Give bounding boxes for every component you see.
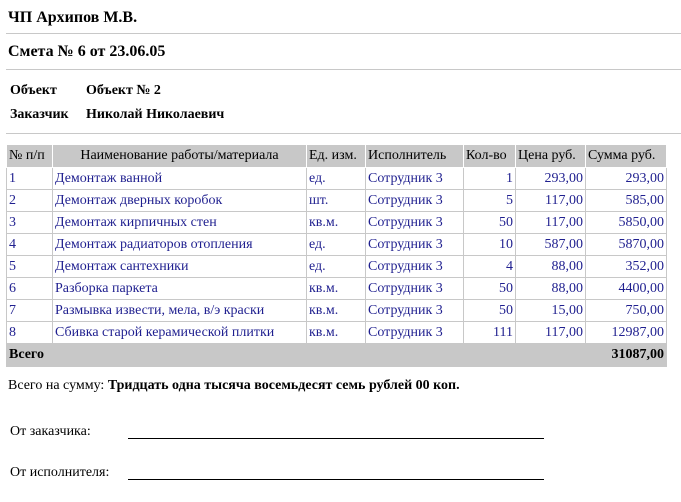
row-sum: 5850,00	[586, 212, 667, 234]
table-row	[7, 278, 667, 300]
row-sum: 293,00	[586, 168, 667, 190]
row-price: 117,00	[516, 322, 586, 344]
sum-in-words	[8, 378, 460, 394]
row-executor: Сотрудник 3	[366, 256, 464, 278]
col-header-quantity: Кол-во	[464, 145, 516, 168]
row-name: Демонтаж кирпичных стен	[53, 212, 307, 234]
divider	[6, 33, 681, 34]
contractor-signature-line	[128, 479, 544, 480]
row-executor: Сотрудник 3	[366, 212, 464, 234]
row-quantity: 10	[464, 234, 516, 256]
table-row	[7, 212, 667, 234]
total-value: 31087,00	[586, 344, 667, 367]
customer-value: Николай Николаевич	[86, 107, 225, 122]
row-executor: Сотрудник 3	[366, 234, 464, 256]
document-title: Смета № 6 от 23.06.05	[8, 43, 166, 60]
col-header-number: № п/п	[7, 145, 53, 168]
row-sum: 352,00	[586, 256, 667, 278]
row-sum: 4400,00	[586, 278, 667, 300]
row-name: Демонтаж сантехники	[53, 256, 307, 278]
table-header-row	[7, 145, 667, 168]
sum-words: Тридцать одна тысяча восемьдесят семь рублей 00 коп.	[107, 378, 460, 393]
row-sum: 585,00	[586, 190, 667, 212]
row-price: 293,00	[516, 168, 586, 190]
table-row	[7, 300, 667, 322]
object-value: Объект № 2	[86, 83, 161, 98]
total-label: Всего	[7, 344, 586, 367]
row-number: 7	[7, 300, 53, 322]
table-row	[7, 322, 667, 344]
row-quantity: 111	[464, 322, 516, 344]
row-unit: ед.	[307, 168, 366, 190]
contractor-signature-label: От исполнителя:	[10, 465, 110, 480]
row-price: 117,00	[516, 190, 586, 212]
row-executor: Сотрудник 3	[366, 278, 464, 300]
divider	[6, 69, 681, 70]
row-price: 88,00	[516, 278, 586, 300]
row-name: Сбивка старой керамической плитки	[53, 322, 307, 344]
row-price: 587,00	[516, 234, 586, 256]
table-row	[7, 168, 667, 190]
row-unit: кв.м.	[307, 212, 366, 234]
row-executor: Сотрудник 3	[366, 322, 464, 344]
row-quantity: 5	[464, 190, 516, 212]
divider	[6, 133, 681, 134]
row-name: Размывка извести, мела, в/э краски	[53, 300, 307, 322]
row-price: 88,00	[516, 256, 586, 278]
row-sum: 5870,00	[586, 234, 667, 256]
row-unit: кв.м.	[307, 278, 366, 300]
row-executor: Сотрудник 3	[366, 168, 464, 190]
col-header-executor: Исполнитель	[366, 145, 464, 168]
row-executor: Сотрудник 3	[366, 300, 464, 322]
row-number: 1	[7, 168, 53, 190]
object-row	[10, 83, 161, 99]
row-unit: кв.м.	[307, 300, 366, 322]
row-number: 3	[7, 212, 53, 234]
row-quantity: 4	[464, 256, 516, 278]
row-sum: 750,00	[586, 300, 667, 322]
row-price: 15,00	[516, 300, 586, 322]
row-unit: ед.	[307, 256, 366, 278]
row-number: 6	[7, 278, 53, 300]
table-row	[7, 234, 667, 256]
col-header-name: Наименование работы/материала	[53, 145, 307, 168]
col-header-price: Цена руб.	[516, 145, 586, 168]
row-quantity: 50	[464, 278, 516, 300]
customer-signature-label: От заказчика:	[10, 424, 91, 439]
col-header-sum: Сумма руб.	[586, 145, 667, 168]
estimate-table	[6, 144, 667, 367]
row-quantity: 50	[464, 300, 516, 322]
customer-row	[10, 107, 224, 123]
row-unit: ед.	[307, 234, 366, 256]
row-name: Демонтаж дверных коробок	[53, 190, 307, 212]
total-row	[7, 344, 667, 367]
table-row	[7, 256, 667, 278]
customer-signature-line	[128, 438, 544, 439]
row-price: 117,00	[516, 212, 586, 234]
row-quantity: 50	[464, 212, 516, 234]
row-number: 2	[7, 190, 53, 212]
sum-prefix: Всего на сумму:	[8, 378, 105, 393]
table-row	[7, 190, 667, 212]
row-quantity: 1	[464, 168, 516, 190]
row-unit: кв.м.	[307, 322, 366, 344]
row-number: 8	[7, 322, 53, 344]
row-name: Демонтаж радиаторов отопления	[53, 234, 307, 256]
row-unit: шт.	[307, 190, 366, 212]
row-number: 4	[7, 234, 53, 256]
row-executor: Сотрудник 3	[366, 190, 464, 212]
row-number: 5	[7, 256, 53, 278]
row-sum: 12987,00	[586, 322, 667, 344]
row-name: Демонтаж ванной	[53, 168, 307, 190]
col-header-unit: Ед. изм.	[307, 145, 366, 168]
customer-label: Заказчик	[10, 107, 69, 122]
object-label: Объект	[10, 83, 57, 98]
row-name: Разборка паркета	[53, 278, 307, 300]
company-name: ЧП Архипов М.В.	[8, 9, 138, 26]
